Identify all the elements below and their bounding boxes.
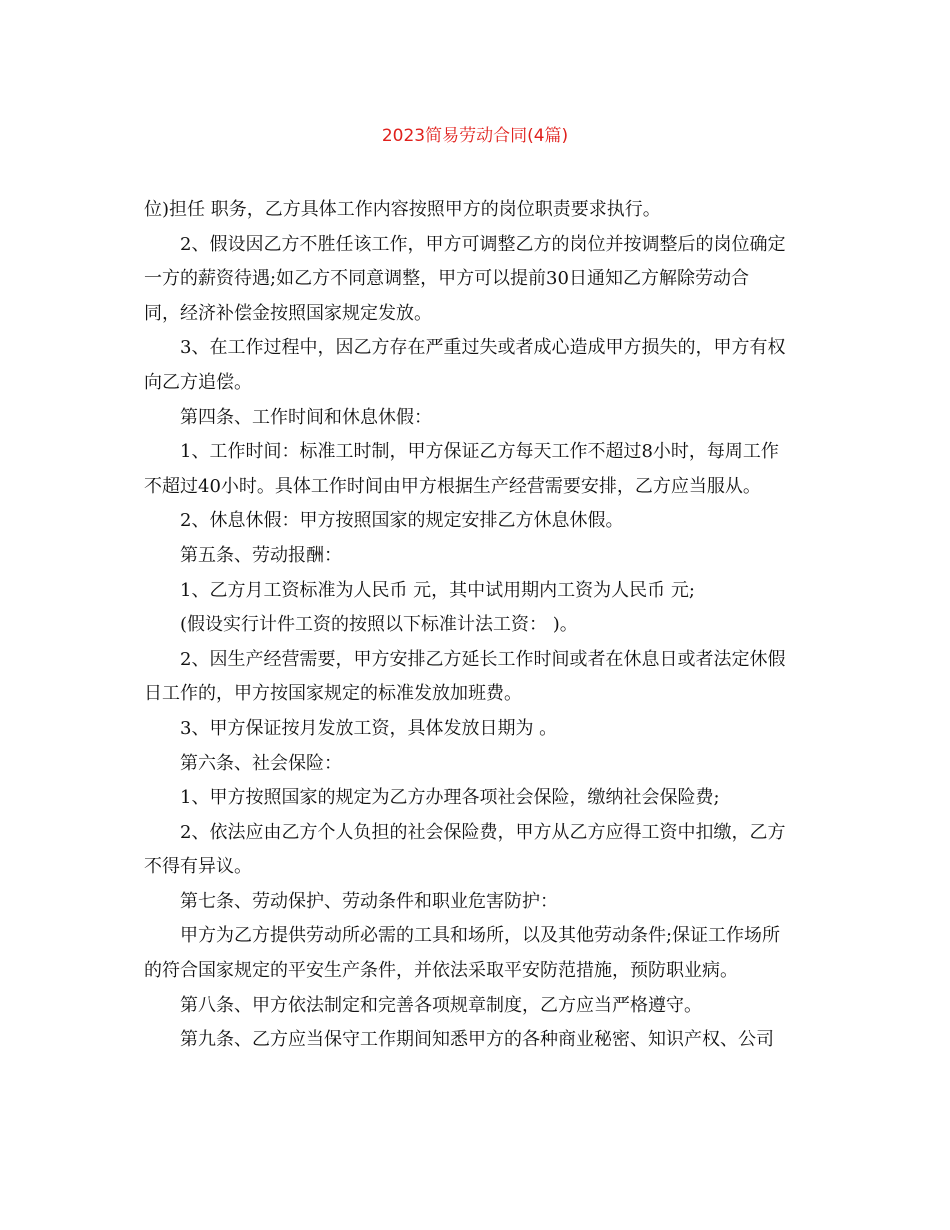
paragraph-line: 第六条、社会保险： bbox=[180, 752, 342, 774]
paragraph-line: 3、甲方保证按月发放工资，具体发放日期为 。 bbox=[180, 717, 558, 739]
paragraph bbox=[144, 643, 808, 712]
paragraph-line: 日工作的，甲方按国家规定的标准发放加班费。 bbox=[144, 683, 522, 705]
paragraph-line: 同，经济补偿金按照国家规定发放。 bbox=[144, 302, 432, 324]
paragraph-line: 向乙方追偿。 bbox=[144, 371, 252, 393]
paragraph-line: 2、因生产经营需要，甲方安排乙方延长工作时间或者在休息日或者法定休假 bbox=[180, 648, 786, 670]
paragraph bbox=[144, 781, 808, 816]
paragraph-line: 甲方为乙方提供劳动所必需的工具和场所，以及其他劳动条件;保证工作场所 bbox=[180, 925, 781, 947]
paragraph-line: (假设实行计件工资的按照以下标准计法工资： )。 bbox=[180, 614, 578, 636]
paragraph bbox=[144, 989, 808, 1024]
paragraph-line: 1、甲方按照国家的规定为乙方办理各项社会保险，缴纳社会保险费; bbox=[180, 787, 720, 809]
paragraph-line: 1、乙方月工资标准为人民币 元，其中试用期内工资为人民币 元; bbox=[180, 579, 695, 601]
paragraph-line: 2、依法应由乙方个人负担的社会保险费，甲方从乙方应得工资中扣缴，乙方 bbox=[180, 821, 786, 843]
paragraph bbox=[144, 331, 808, 400]
paragraph bbox=[144, 816, 808, 885]
paragraph bbox=[144, 608, 808, 643]
paragraph-line: 第四条、工作时间和休息休假： bbox=[180, 406, 432, 428]
paragraph bbox=[144, 401, 808, 436]
paragraph bbox=[144, 435, 808, 504]
paragraph-line: 1、工作时间：标准工时制，甲方保证乙方每天工作不超过8小时，每周工作 bbox=[180, 441, 779, 463]
paragraph-line: 第七条、劳动保护、劳动条件和职业危害防护： bbox=[180, 890, 558, 912]
paragraph bbox=[144, 919, 808, 988]
paragraph-line: 不得有异议。 bbox=[144, 856, 252, 878]
document-body bbox=[144, 193, 808, 1058]
paragraph bbox=[144, 193, 808, 228]
document-title: 2023简易劳动合同(4篇) bbox=[381, 126, 569, 146]
paragraph bbox=[144, 574, 808, 609]
paragraph bbox=[144, 539, 808, 574]
paragraph-line: 不超过40小时。具体工作时间由甲方根据生产经营需要安排，乙方应当服从。 bbox=[144, 475, 761, 497]
paragraph-line: 第九条、乙方应当保守工作期间知悉甲方的各种商业秘密、知识产权、公司 bbox=[180, 1029, 774, 1051]
paragraph-line: 位)担任 职务，乙方具体工作内容按照甲方的岗位职责要求执行。 bbox=[144, 199, 661, 220]
paragraph bbox=[144, 228, 808, 332]
paragraph bbox=[144, 504, 808, 539]
paragraph-line: 2、假设因乙方不胜任该工作，甲方可调整乙方的岗位并按调整后的岗位确定 bbox=[180, 233, 786, 255]
paragraph-line: 的符合国家规定的平安生产条件，并依法采取平安防范措施，预防职业病。 bbox=[144, 960, 738, 982]
paragraph-line: 第八条、甲方依法制定和完善各项规章制度，乙方应当严格遵守。 bbox=[180, 994, 702, 1016]
paragraph bbox=[144, 1023, 808, 1058]
paragraph bbox=[144, 885, 808, 920]
paragraph bbox=[144, 712, 808, 747]
paragraph-line: 一方的薪资待遇;如乙方不同意调整，甲方可以提前30日通知乙方解除劳动合 bbox=[144, 268, 749, 290]
paragraph bbox=[144, 747, 808, 782]
paragraph-line: 3、在工作过程中，因乙方存在严重过失或者成心造成甲方损失的，甲方有权 bbox=[180, 337, 786, 359]
paragraph-line: 第五条、劳动报酬： bbox=[180, 544, 342, 566]
paragraph-line: 2、休息休假：甲方按照国家的规定安排乙方休息休假。 bbox=[180, 510, 624, 532]
